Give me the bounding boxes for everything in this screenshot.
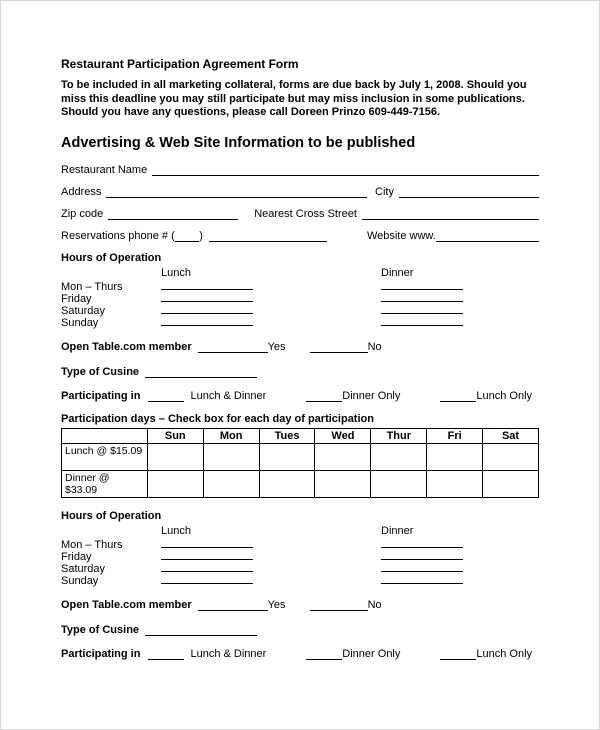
checkbox-cell xyxy=(483,443,539,470)
hours-of-operation-section-1 xyxy=(61,252,539,329)
dinner-hours-line xyxy=(381,537,463,548)
yes-label: Yes xyxy=(267,340,286,353)
day-header: Wed xyxy=(315,428,371,443)
day-header: Thur xyxy=(371,428,427,443)
participating-label: Participating in xyxy=(61,647,141,660)
no-line xyxy=(310,342,368,353)
option-lunch-only: Lunch Only xyxy=(476,389,533,402)
website-label: Website www. xyxy=(366,229,436,242)
day-label: Sunday xyxy=(61,316,99,329)
intro-paragraph: To be included in all marketing collateral, forms are due back by July 1, 2008. Should you miss this deadline you may still participate but may miss inclusion in some publications. Should you have any questions, please call Doreen Prinzo 609-449-7156. xyxy=(61,79,527,118)
participating-row-2 xyxy=(61,648,539,660)
dinner-hours-line xyxy=(381,279,463,290)
checkbox-cell xyxy=(371,470,427,497)
day-label: Mon – Thurs xyxy=(61,280,123,293)
checkbox-cell xyxy=(427,470,483,497)
checkbox-cell xyxy=(483,470,539,497)
checkbox-cell xyxy=(147,470,203,497)
address-label: Address xyxy=(61,185,102,198)
open-table-row-2 xyxy=(61,599,539,611)
option-line xyxy=(440,391,476,402)
lunch-column-header: Lunch xyxy=(161,266,191,279)
hours-header-row xyxy=(61,525,539,537)
cuisine-line xyxy=(145,367,257,378)
checkbox-cell xyxy=(371,443,427,470)
dinner-hours-line xyxy=(381,561,463,572)
reservations-label: Reservations phone # ( xyxy=(61,229,175,242)
option-lunch-only: Lunch Only xyxy=(476,647,533,660)
yes-line xyxy=(198,600,268,611)
checkbox-cell xyxy=(259,443,315,470)
zip-label: Zip code xyxy=(61,207,104,220)
lunch-hours-line xyxy=(161,549,253,560)
lunch-hours-line xyxy=(161,573,253,584)
option-dinner-only: Dinner Only xyxy=(342,389,401,402)
city-line xyxy=(399,187,539,198)
restaurant-name-row xyxy=(61,164,539,176)
table-corner-cell xyxy=(62,428,148,443)
checkbox-cell xyxy=(315,443,371,470)
address-line xyxy=(106,187,367,198)
cuisine-line xyxy=(145,625,257,636)
hours-day-row xyxy=(61,575,539,587)
day-label: Mon – Thurs xyxy=(61,538,123,551)
lunch-hours-line xyxy=(161,303,253,314)
hours-title: Hours of Operation xyxy=(61,509,162,522)
hours-of-operation-section-2 xyxy=(61,510,539,587)
no-line xyxy=(310,600,368,611)
checkbox-cell xyxy=(259,470,315,497)
zip-line xyxy=(108,209,238,220)
option-dinner-only: Dinner Only xyxy=(342,647,401,660)
table-row xyxy=(62,443,539,470)
cross-street-line xyxy=(362,209,539,220)
open-table-label: Open Table.com member xyxy=(61,340,192,353)
dinner-hours-line xyxy=(381,291,463,302)
phone-website-row xyxy=(61,230,539,242)
dinner-hours-line xyxy=(381,549,463,560)
option-lunch-dinner: Lunch & Dinner xyxy=(190,389,267,402)
area-code-line xyxy=(175,231,199,242)
cuisine-label: Type of Cusine xyxy=(61,623,140,636)
dinner-price-label: Dinner @ $33.09 xyxy=(62,470,148,497)
day-label: Friday xyxy=(61,292,92,305)
cuisine-row-1 xyxy=(61,366,539,378)
dinner-hours-line xyxy=(381,573,463,584)
day-header: Tues xyxy=(259,428,315,443)
participating-label: Participating in xyxy=(61,389,141,402)
day-header: Sun xyxy=(147,428,203,443)
day-header: Fri xyxy=(427,428,483,443)
day-header: Sat xyxy=(483,428,539,443)
lunch-hours-line xyxy=(161,279,253,290)
no-label: No xyxy=(367,340,382,353)
section-heading: Advertising & Web Site Information to be published xyxy=(61,134,416,151)
option-lunch-dinner: Lunch & Dinner xyxy=(190,647,267,660)
restaurant-name-label: Restaurant Name xyxy=(61,163,148,176)
participation-table-title: Participation days – Check box for each day of participation xyxy=(61,412,374,425)
lunch-hours-line xyxy=(161,291,253,302)
dinner-column-header: Dinner xyxy=(381,266,414,279)
hours-day-row xyxy=(61,317,539,329)
option-line xyxy=(306,391,342,402)
website-line xyxy=(436,231,539,242)
restaurant-name-line xyxy=(152,165,539,176)
option-line xyxy=(148,649,184,660)
checkbox-cell xyxy=(315,470,371,497)
page-title: Restaurant Participation Agreement Form xyxy=(61,57,299,71)
cuisine-label: Type of Cusine xyxy=(61,365,140,378)
address-city-row xyxy=(61,186,539,198)
dinner-hours-line xyxy=(381,303,463,314)
lunch-column-header: Lunch xyxy=(161,524,191,537)
dinner-hours-line xyxy=(381,315,463,326)
day-label: Saturday xyxy=(61,562,106,575)
checkbox-cell xyxy=(203,470,259,497)
dinner-column-header: Dinner xyxy=(381,524,414,537)
hours-title: Hours of Operation xyxy=(61,251,162,264)
yes-label: Yes xyxy=(267,598,286,611)
day-label: Saturday xyxy=(61,304,106,317)
open-table-label: Open Table.com member xyxy=(61,598,192,611)
lunch-hours-line xyxy=(161,315,253,326)
zip-crossstreet-row xyxy=(61,208,539,220)
lunch-hours-line xyxy=(161,537,253,548)
participating-row-1 xyxy=(61,390,539,402)
checkbox-cell xyxy=(427,443,483,470)
day-label: Sunday xyxy=(61,574,99,587)
city-label: City xyxy=(375,185,394,198)
day-header: Mon xyxy=(203,428,259,443)
option-line xyxy=(306,649,342,660)
phone-line xyxy=(209,231,327,242)
option-line xyxy=(440,649,476,660)
checkbox-cell xyxy=(203,443,259,470)
lunch-hours-line xyxy=(161,561,253,572)
cuisine-row-2 xyxy=(61,624,539,636)
table-row xyxy=(62,470,539,497)
reservations-paren-close: ) xyxy=(199,229,203,242)
option-line xyxy=(148,391,184,402)
lunch-price-label: Lunch @ $15.09 xyxy=(62,443,148,470)
cross-street-label: Nearest Cross Street xyxy=(254,207,357,220)
hours-header-row xyxy=(61,267,539,279)
open-table-row-1 xyxy=(61,341,539,353)
no-label: No xyxy=(367,598,382,611)
yes-line xyxy=(198,342,268,353)
day-label: Friday xyxy=(61,550,92,563)
participation-days-table xyxy=(61,428,539,498)
checkbox-cell xyxy=(147,443,203,470)
table-header-row xyxy=(62,428,539,443)
